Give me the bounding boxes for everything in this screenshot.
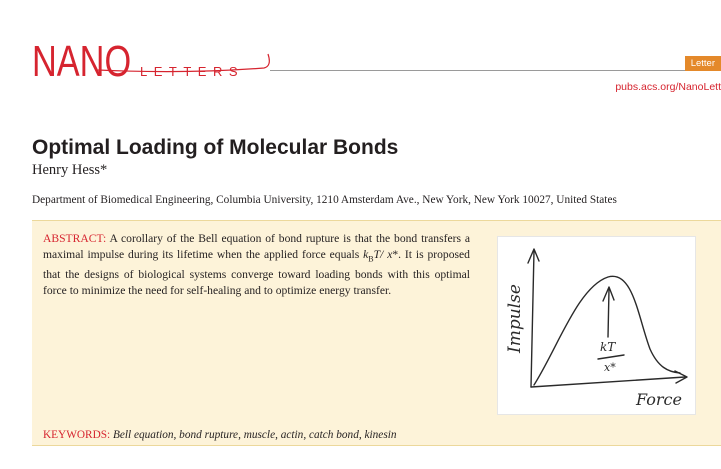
impulse-force-sketch [498, 237, 695, 414]
logo-letters-text: LETTERS [140, 64, 245, 79]
y-axis-line [531, 251, 534, 387]
abstract-kb-sub: B [368, 254, 374, 264]
abstract-text [43, 231, 470, 299]
peak-label-top: kT [600, 340, 616, 354]
abstract-body-2: . It is proposed that the designs of biological systems converge toward loading bonds with this optimal force to minimize the need for self-healing and to optimize energy transfer. [43, 248, 470, 298]
journal-url-link[interactable]: pubs.acs.org/NanoLett [615, 81, 721, 93]
y-axis-label: Impulse [505, 284, 525, 353]
abstract-kb: k [363, 248, 369, 261]
author-name[interactable]: Henry Hess* [32, 162, 108, 178]
x-axis-line [531, 377, 685, 387]
author-affiliation: Department of Biomedical Engineering, Columbia University, 1210 Amsterdam Ave., New York, New York 10027, United States [32, 194, 617, 206]
abstract-t-over: T/ [373, 248, 384, 261]
keywords-line [43, 428, 397, 442]
abstract-body-1: A corollary of the Bell equation of bond rupture is that the bond transfers a maximal impulse during its lifetime when the applied force equals [43, 232, 471, 261]
abstract-star: * [392, 248, 399, 261]
peak-arrow-line [608, 289, 609, 337]
article-type-badge: Letter [685, 56, 721, 71]
x-axis-label: Force [636, 390, 682, 409]
peak-label-bottom: x* [604, 361, 616, 374]
abstract-label: ABSTRACT: [43, 232, 107, 245]
keywords-label: KEYWORDS: [43, 429, 111, 441]
logo-nano-text: NANO [32, 37, 132, 86]
abstract-x: x [387, 248, 393, 261]
logo-swoosh-icon [96, 40, 276, 74]
header-rule [270, 70, 721, 71]
fraction-bar [598, 355, 624, 359]
keywords-list: Bell equation, bond rupture, muscle, actin, catch bond, kinesin [112, 429, 397, 441]
toc-graphic [497, 236, 696, 415]
article-title: Optimal Loading of Molecular Bonds [32, 136, 399, 159]
